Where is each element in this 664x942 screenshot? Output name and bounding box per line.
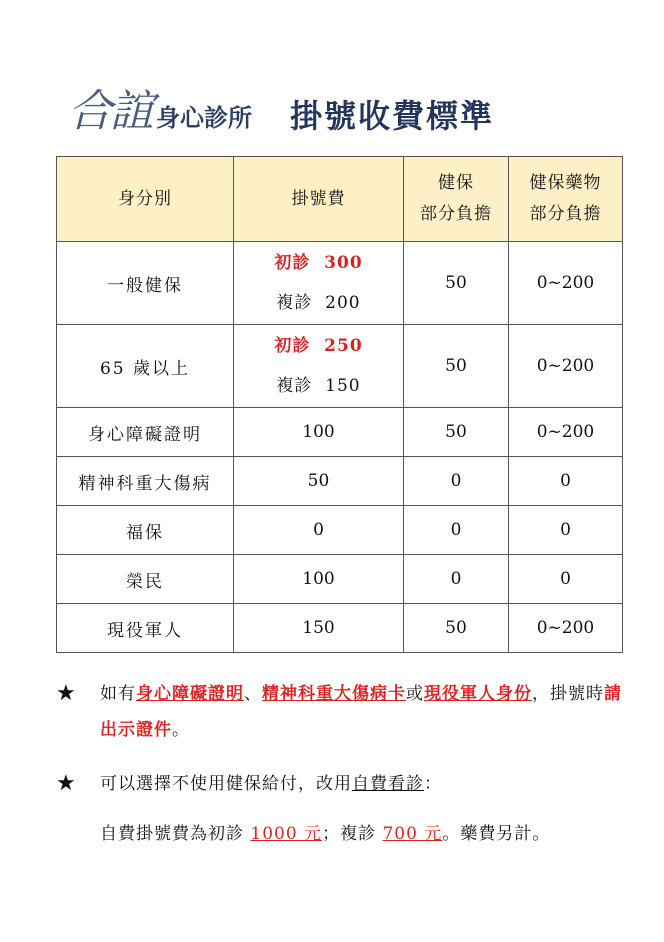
note-text: ： xyxy=(424,774,442,794)
return-visit-amount: 150 xyxy=(325,376,361,396)
clinic-logo-name: 身心診所 xyxy=(156,104,252,132)
header-drug-copay xyxy=(509,157,623,242)
note-self-pay xyxy=(56,766,636,802)
note-text: 、 xyxy=(244,684,262,704)
note-text: ；複診 xyxy=(322,824,383,844)
note-highlight: 請出示證件 xyxy=(100,684,622,740)
page-title: 掛號收費標準 xyxy=(290,97,495,135)
note-text: ，掛號時 xyxy=(532,684,604,704)
cell-drug-copay: 0~200 xyxy=(509,242,623,325)
cell-nhi-copay: 50 xyxy=(404,242,509,325)
note-text: 如有 xyxy=(100,684,136,704)
table-row xyxy=(57,555,623,604)
cell-reg-fee: 150 xyxy=(234,604,404,653)
note-text: 可以選擇不使用健保給付，改用 xyxy=(100,774,352,794)
return-visit-self-pay: 700 元 xyxy=(382,824,443,844)
note-self-pay-detail xyxy=(56,816,636,852)
cell-reg-fee: 0 xyxy=(234,506,404,555)
note-highlight: 身心障礙證明 xyxy=(136,684,244,704)
note-text: 。 xyxy=(172,720,190,740)
cell-nhi-copay: 50 xyxy=(404,604,509,653)
cell-identity: 精神科重大傷病 xyxy=(57,457,234,506)
cell-nhi-copay: 50 xyxy=(404,325,509,408)
header-drug-copay-line1: 健保藥物 xyxy=(529,173,602,193)
return-visit-fee xyxy=(234,283,403,323)
header-nhi-copay-line1: 健保 xyxy=(438,173,474,193)
fee-table xyxy=(56,156,623,653)
cell-identity: 現役軍人 xyxy=(57,604,234,653)
cell-nhi-copay: 0 xyxy=(404,555,509,604)
table-row xyxy=(57,408,623,457)
cell-identity: 65 歲以上 xyxy=(57,325,234,408)
cell-nhi-copay: 0 xyxy=(404,457,509,506)
cell-identity: 榮民 xyxy=(57,555,234,604)
table-row xyxy=(57,325,623,408)
note-documents xyxy=(56,676,636,748)
note-highlight: 精神科重大傷病卡 xyxy=(262,684,406,704)
star-bullet-icon: ★ xyxy=(56,771,77,796)
return-visit-label: 複診 xyxy=(276,293,313,313)
cell-identity: 一般健保 xyxy=(57,242,234,325)
notes-section xyxy=(56,676,636,852)
first-visit-amount: 250 xyxy=(324,336,363,356)
note-text: 。藥費另計。 xyxy=(442,824,551,844)
note-highlight: 現役軍人身份 xyxy=(424,684,532,704)
return-visit-fee xyxy=(234,366,403,406)
cell-reg-fee xyxy=(234,325,404,408)
page-header xyxy=(68,74,495,137)
table-row xyxy=(57,506,623,555)
table-row xyxy=(57,604,623,653)
cell-reg-fee xyxy=(234,242,404,325)
return-visit-label: 複診 xyxy=(276,376,313,396)
cell-drug-copay: 0~200 xyxy=(509,408,623,457)
note-underline: 自費看診 xyxy=(352,774,424,794)
note-text: 或 xyxy=(406,684,424,704)
cell-drug-copay: 0~200 xyxy=(509,325,623,408)
cell-drug-copay: 0 xyxy=(509,506,623,555)
header-nhi-copay-line2: 部分負擔 xyxy=(420,204,492,224)
first-visit-fee xyxy=(234,243,403,283)
clinic-logo-mark: 合誼 xyxy=(68,86,152,137)
cell-drug-copay: 0 xyxy=(509,457,623,506)
cell-identity: 福保 xyxy=(57,506,234,555)
cell-reg-fee: 100 xyxy=(234,408,404,457)
table-row xyxy=(57,242,623,325)
header-nhi-copay xyxy=(404,157,509,242)
note-text: 自費掛號費為初診 xyxy=(100,824,251,844)
cell-nhi-copay: 0 xyxy=(404,506,509,555)
first-visit-label: 初診 xyxy=(274,336,311,356)
cell-drug-copay: 0 xyxy=(509,555,623,604)
first-visit-label: 初診 xyxy=(274,253,311,273)
header-identity: 身分別 xyxy=(57,157,234,242)
header-reg-fee: 掛號費 xyxy=(234,157,404,242)
cell-drug-copay: 0~200 xyxy=(509,604,623,653)
first-visit-fee xyxy=(234,326,403,366)
table-header-row xyxy=(57,157,623,242)
header-drug-copay-line2: 部分負擔 xyxy=(529,204,602,224)
cell-reg-fee: 50 xyxy=(234,457,404,506)
first-visit-amount: 300 xyxy=(324,253,363,273)
table-row xyxy=(57,457,623,506)
cell-nhi-copay: 50 xyxy=(404,408,509,457)
star-bullet-icon: ★ xyxy=(56,681,77,706)
return-visit-amount: 200 xyxy=(325,293,361,313)
cell-reg-fee: 100 xyxy=(234,555,404,604)
cell-identity: 身心障礙證明 xyxy=(57,408,234,457)
first-visit-self-pay: 1000 元 xyxy=(250,824,323,844)
